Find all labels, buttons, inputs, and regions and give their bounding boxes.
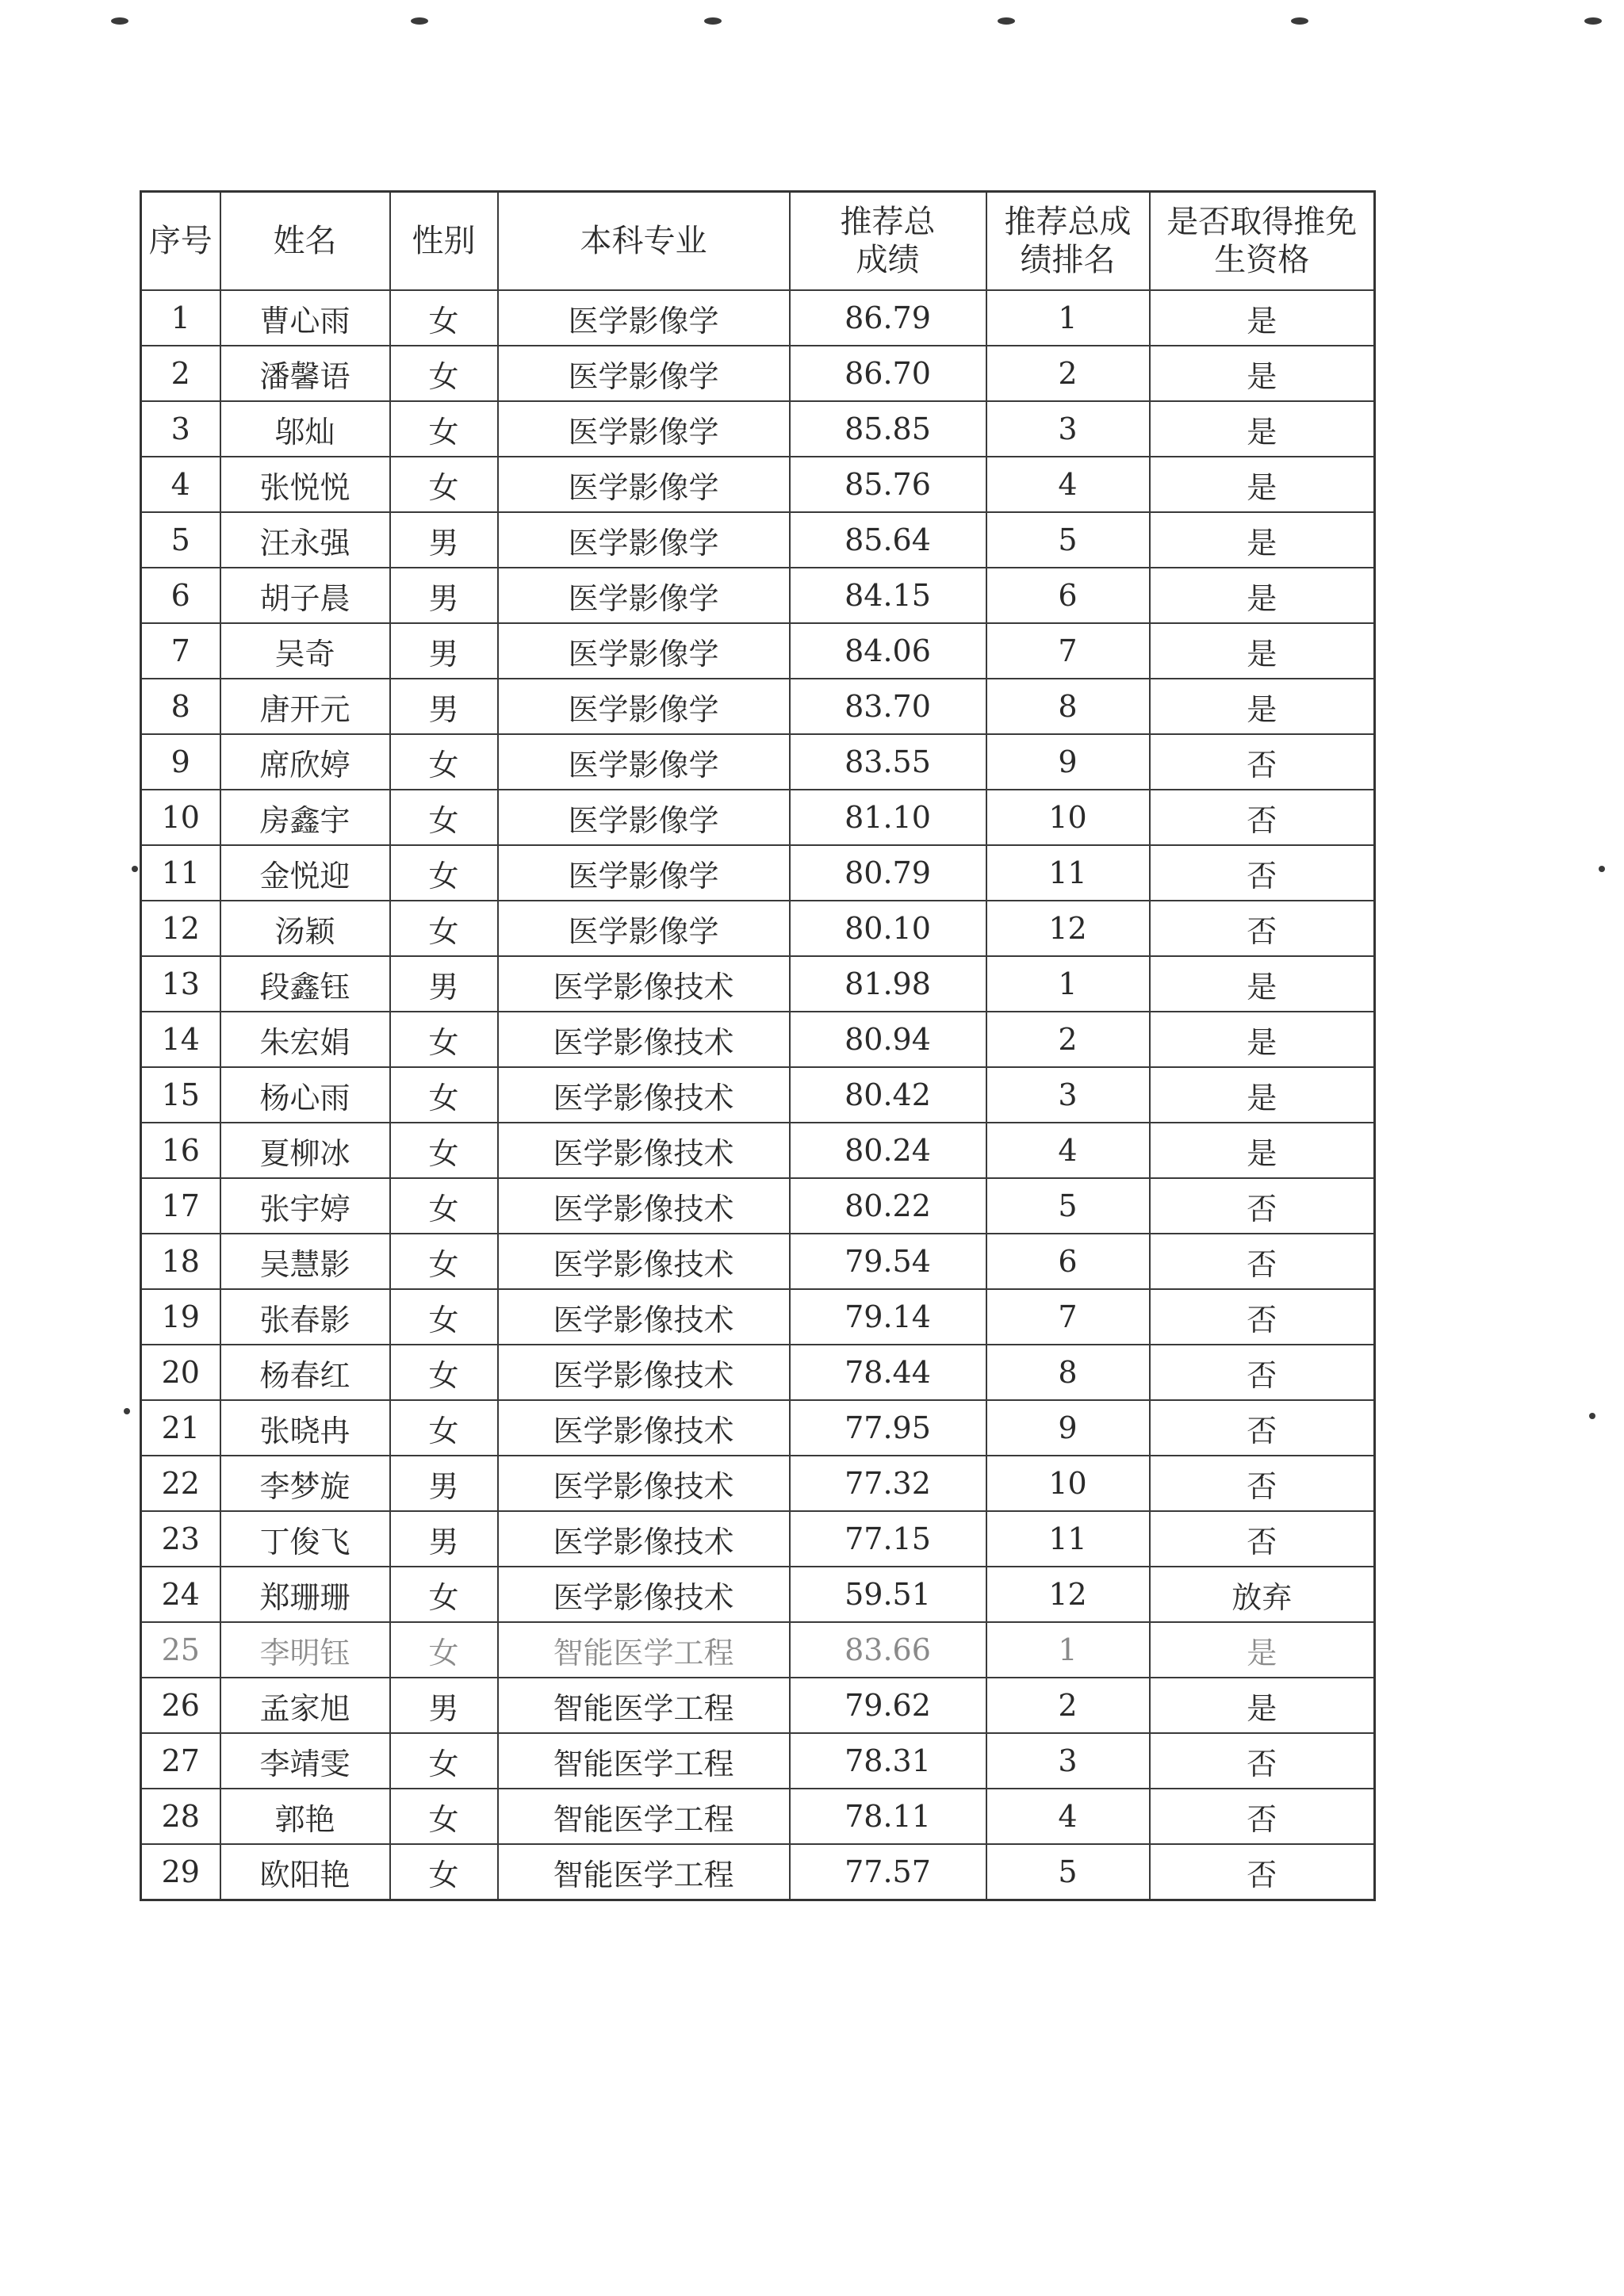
- table-row: [141, 1345, 1375, 1400]
- cell-index: 13: [141, 956, 220, 1012]
- table-header-row: [141, 192, 1375, 291]
- cell-qualified: 是: [1150, 1067, 1375, 1123]
- table-row: [141, 1289, 1375, 1345]
- scan-mark: [1584, 17, 1602, 25]
- header-qualified: 是否取得推免生资格: [1150, 192, 1375, 291]
- cell-qualified: 是: [1150, 1123, 1375, 1178]
- cell-major: 智能医学工程: [498, 1678, 790, 1733]
- table-row: [141, 1123, 1375, 1178]
- cell-index: 17: [141, 1178, 220, 1234]
- cell-major: 医学影像技术: [498, 1178, 790, 1234]
- cell-rank: 12: [986, 1567, 1150, 1622]
- cell-rank: 4: [986, 1789, 1150, 1844]
- cell-rank: 1: [986, 956, 1150, 1012]
- cell-gender: 女: [390, 457, 498, 512]
- cell-qualified: 是: [1150, 346, 1375, 401]
- cell-qualified: 是: [1150, 956, 1375, 1012]
- cell-gender: 女: [390, 1622, 498, 1678]
- cell-score: 79.62: [790, 1678, 986, 1733]
- table-row: [141, 1622, 1375, 1678]
- cell-score: 77.15: [790, 1511, 986, 1567]
- cell-rank: 11: [986, 845, 1150, 901]
- cell-name: 席欣婷: [220, 734, 390, 790]
- cell-rank: 6: [986, 568, 1150, 623]
- cell-major: 医学影像学: [498, 512, 790, 568]
- cell-gender: 女: [390, 1733, 498, 1789]
- cell-index: 10: [141, 790, 220, 845]
- cell-rank: 6: [986, 1234, 1150, 1289]
- scan-mark: [411, 17, 428, 25]
- cell-name: 张宇婷: [220, 1178, 390, 1234]
- cell-rank: 1: [986, 290, 1150, 346]
- table-row: [141, 1012, 1375, 1067]
- cell-index: 5: [141, 512, 220, 568]
- table-row: [141, 1511, 1375, 1567]
- cell-gender: 男: [390, 679, 498, 734]
- table-row: [141, 623, 1375, 679]
- cell-gender: 女: [390, 790, 498, 845]
- cell-gender: 男: [390, 512, 498, 568]
- table-row: [141, 290, 1375, 346]
- cell-score: 81.10: [790, 790, 986, 845]
- cell-rank: 3: [986, 401, 1150, 457]
- cell-rank: 8: [986, 679, 1150, 734]
- cell-index: 12: [141, 901, 220, 956]
- cell-index: 2: [141, 346, 220, 401]
- scan-mark: [1599, 866, 1605, 872]
- cell-major: 医学影像学: [498, 457, 790, 512]
- cell-major: 医学影像技术: [498, 1345, 790, 1400]
- scan-mark: [124, 1408, 130, 1414]
- cell-index: 26: [141, 1678, 220, 1733]
- cell-qualified: 否: [1150, 1400, 1375, 1456]
- cell-qualified: 否: [1150, 845, 1375, 901]
- cell-name: 杨心雨: [220, 1067, 390, 1123]
- cell-gender: 女: [390, 346, 498, 401]
- cell-name: 孟家旭: [220, 1678, 390, 1733]
- cell-index: 25: [141, 1622, 220, 1678]
- cell-gender: 女: [390, 734, 498, 790]
- cell-qualified: 是: [1150, 623, 1375, 679]
- table-row: [141, 346, 1375, 401]
- cell-qualified: 是: [1150, 457, 1375, 512]
- scan-mark: [998, 17, 1015, 25]
- cell-qualified: 否: [1150, 1456, 1375, 1511]
- cell-major: 医学影像技术: [498, 1234, 790, 1289]
- cell-gender: 女: [390, 1400, 498, 1456]
- cell-qualified: 否: [1150, 1844, 1375, 1900]
- cell-name: 欧阳艳: [220, 1844, 390, 1900]
- table-body: [141, 290, 1375, 1900]
- cell-major: 医学影像学: [498, 623, 790, 679]
- cell-score: 80.22: [790, 1178, 986, 1234]
- cell-score: 80.24: [790, 1123, 986, 1178]
- cell-qualified: 否: [1150, 1289, 1375, 1345]
- cell-gender: 女: [390, 1012, 498, 1067]
- cell-name: 郭艳: [220, 1789, 390, 1844]
- cell-gender: 男: [390, 1511, 498, 1567]
- recommendation-results-table: [140, 190, 1376, 1901]
- cell-index: 4: [141, 457, 220, 512]
- cell-qualified: 是: [1150, 290, 1375, 346]
- cell-name: 李梦旋: [220, 1456, 390, 1511]
- cell-rank: 5: [986, 1178, 1150, 1234]
- cell-score: 86.70: [790, 346, 986, 401]
- cell-score: 80.79: [790, 845, 986, 901]
- cell-gender: 男: [390, 623, 498, 679]
- header-index: 序号: [141, 192, 220, 291]
- cell-index: 21: [141, 1400, 220, 1456]
- cell-gender: 女: [390, 1844, 498, 1900]
- cell-index: 24: [141, 1567, 220, 1622]
- cell-rank: 10: [986, 790, 1150, 845]
- cell-index: 11: [141, 845, 220, 901]
- table-row: [141, 1400, 1375, 1456]
- cell-gender: 女: [390, 1345, 498, 1400]
- cell-major: 智能医学工程: [498, 1844, 790, 1900]
- cell-name: 李靖雯: [220, 1733, 390, 1789]
- cell-gender: 男: [390, 568, 498, 623]
- cell-name: 李明钰: [220, 1622, 390, 1678]
- table-row: [141, 845, 1375, 901]
- cell-major: 医学影像技术: [498, 1289, 790, 1345]
- cell-name: 段鑫钰: [220, 956, 390, 1012]
- cell-qualified: 否: [1150, 901, 1375, 956]
- table-row: [141, 1067, 1375, 1123]
- cell-rank: 7: [986, 623, 1150, 679]
- cell-major: 医学影像技术: [498, 1511, 790, 1567]
- table-row: [141, 401, 1375, 457]
- table-row: [141, 568, 1375, 623]
- cell-rank: 11: [986, 1511, 1150, 1567]
- cell-major: 医学影像学: [498, 679, 790, 734]
- cell-major: 智能医学工程: [498, 1622, 790, 1678]
- cell-major: 医学影像学: [498, 790, 790, 845]
- cell-rank: 12: [986, 901, 1150, 956]
- cell-score: 84.15: [790, 568, 986, 623]
- cell-index: 22: [141, 1456, 220, 1511]
- cell-gender: 女: [390, 401, 498, 457]
- cell-score: 80.94: [790, 1012, 986, 1067]
- scan-mark: [704, 17, 722, 25]
- cell-gender: 女: [390, 1234, 498, 1289]
- scan-mark: [1291, 17, 1308, 25]
- cell-name: 吴慧影: [220, 1234, 390, 1289]
- cell-index: 19: [141, 1289, 220, 1345]
- cell-qualified: 否: [1150, 1234, 1375, 1289]
- cell-index: 18: [141, 1234, 220, 1289]
- cell-index: 14: [141, 1012, 220, 1067]
- cell-name: 房鑫宇: [220, 790, 390, 845]
- cell-score: 59.51: [790, 1567, 986, 1622]
- cell-rank: 10: [986, 1456, 1150, 1511]
- cell-major: 智能医学工程: [498, 1733, 790, 1789]
- cell-rank: 5: [986, 512, 1150, 568]
- cell-rank: 9: [986, 1400, 1150, 1456]
- cell-index: 1: [141, 290, 220, 346]
- cell-index: 27: [141, 1733, 220, 1789]
- cell-qualified: 是: [1150, 1678, 1375, 1733]
- table-row: [141, 679, 1375, 734]
- header-gender: 性别: [390, 192, 498, 291]
- cell-index: 16: [141, 1123, 220, 1178]
- table-row: [141, 1178, 1375, 1234]
- scan-mark: [1589, 1413, 1595, 1419]
- cell-score: 77.57: [790, 1844, 986, 1900]
- cell-score: 83.55: [790, 734, 986, 790]
- cell-name: 潘馨语: [220, 346, 390, 401]
- cell-major: 医学影像学: [498, 845, 790, 901]
- cell-major: 医学影像技术: [498, 1400, 790, 1456]
- cell-index: 7: [141, 623, 220, 679]
- cell-rank: 5: [986, 1844, 1150, 1900]
- cell-score: 79.14: [790, 1289, 986, 1345]
- cell-score: 83.66: [790, 1622, 986, 1678]
- header-rank: 推荐总成绩排名: [986, 192, 1150, 291]
- cell-score: 85.85: [790, 401, 986, 457]
- cell-major: 医学影像学: [498, 401, 790, 457]
- cell-score: 78.31: [790, 1733, 986, 1789]
- cell-gender: 男: [390, 1456, 498, 1511]
- cell-qualified: 否: [1150, 1511, 1375, 1567]
- cell-qualified: 是: [1150, 1012, 1375, 1067]
- scan-mark: [132, 866, 138, 872]
- cell-index: 29: [141, 1844, 220, 1900]
- cell-name: 唐开元: [220, 679, 390, 734]
- cell-name: 张春影: [220, 1289, 390, 1345]
- cell-major: 医学影像技术: [498, 1567, 790, 1622]
- cell-rank: 8: [986, 1345, 1150, 1400]
- cell-major: 医学影像技术: [498, 1456, 790, 1511]
- table-row: [141, 734, 1375, 790]
- cell-qualified: 否: [1150, 734, 1375, 790]
- cell-score: 78.11: [790, 1789, 986, 1844]
- cell-index: 28: [141, 1789, 220, 1844]
- cell-major: 智能医学工程: [498, 1789, 790, 1844]
- cell-qualified: 是: [1150, 568, 1375, 623]
- cell-score: 85.64: [790, 512, 986, 568]
- cell-name: 张悦悦: [220, 457, 390, 512]
- cell-gender: 女: [390, 1289, 498, 1345]
- cell-gender: 男: [390, 1678, 498, 1733]
- cell-score: 78.44: [790, 1345, 986, 1400]
- table-row: [141, 1678, 1375, 1733]
- cell-name: 邬灿: [220, 401, 390, 457]
- cell-major: 医学影像技术: [498, 956, 790, 1012]
- table-row: [141, 1567, 1375, 1622]
- cell-name: 胡子晨: [220, 568, 390, 623]
- cell-name: 汪永强: [220, 512, 390, 568]
- cell-index: 8: [141, 679, 220, 734]
- cell-qualified: 否: [1150, 1345, 1375, 1400]
- cell-score: 77.95: [790, 1400, 986, 1456]
- cell-score: 83.70: [790, 679, 986, 734]
- header-major: 本科专业: [498, 192, 790, 291]
- cell-rank: 4: [986, 1123, 1150, 1178]
- cell-score: 80.42: [790, 1067, 986, 1123]
- table-row: [141, 457, 1375, 512]
- cell-name: 丁俊飞: [220, 1511, 390, 1567]
- cell-name: 杨春红: [220, 1345, 390, 1400]
- cell-index: 9: [141, 734, 220, 790]
- cell-rank: 2: [986, 1678, 1150, 1733]
- table-row: [141, 790, 1375, 845]
- cell-gender: 女: [390, 1178, 498, 1234]
- cell-major: 医学影像技术: [498, 1067, 790, 1123]
- cell-index: 6: [141, 568, 220, 623]
- scan-mark: [111, 17, 128, 25]
- cell-qualified: 否: [1150, 1789, 1375, 1844]
- cell-score: 84.06: [790, 623, 986, 679]
- cell-score: 85.76: [790, 457, 986, 512]
- table-row: [141, 512, 1375, 568]
- cell-score: 86.79: [790, 290, 986, 346]
- cell-qualified: 是: [1150, 401, 1375, 457]
- cell-name: 郑珊珊: [220, 1567, 390, 1622]
- header-score: 推荐总成绩: [790, 192, 986, 291]
- cell-score: 77.32: [790, 1456, 986, 1511]
- cell-name: 曹心雨: [220, 290, 390, 346]
- table-row: [141, 1844, 1375, 1900]
- cell-name: 夏柳冰: [220, 1123, 390, 1178]
- cell-qualified: 是: [1150, 1622, 1375, 1678]
- cell-major: 医学影像学: [498, 734, 790, 790]
- cell-rank: 9: [986, 734, 1150, 790]
- cell-rank: 7: [986, 1289, 1150, 1345]
- cell-major: 医学影像技术: [498, 1012, 790, 1067]
- cell-index: 15: [141, 1067, 220, 1123]
- cell-gender: 女: [390, 1123, 498, 1178]
- cell-gender: 女: [390, 1067, 498, 1123]
- cell-rank: 2: [986, 1012, 1150, 1067]
- cell-rank: 4: [986, 457, 1150, 512]
- table-row: [141, 1789, 1375, 1844]
- cell-qualified: 放弃: [1150, 1567, 1375, 1622]
- cell-name: 金悦迎: [220, 845, 390, 901]
- cell-gender: 女: [390, 290, 498, 346]
- cell-qualified: 否: [1150, 1733, 1375, 1789]
- cell-major: 医学影像学: [498, 290, 790, 346]
- cell-rank: 3: [986, 1067, 1150, 1123]
- cell-gender: 女: [390, 1789, 498, 1844]
- cell-gender: 男: [390, 956, 498, 1012]
- table-row: [141, 956, 1375, 1012]
- cell-score: 80.10: [790, 901, 986, 956]
- cell-major: 医学影像学: [498, 901, 790, 956]
- table-row: [141, 901, 1375, 956]
- table-row: [141, 1234, 1375, 1289]
- table-row: [141, 1456, 1375, 1511]
- cell-gender: 女: [390, 845, 498, 901]
- cell-qualified: 是: [1150, 512, 1375, 568]
- cell-score: 81.98: [790, 956, 986, 1012]
- cell-name: 朱宏娟: [220, 1012, 390, 1067]
- cell-name: 吴奇: [220, 623, 390, 679]
- cell-index: 23: [141, 1511, 220, 1567]
- cell-index: 20: [141, 1345, 220, 1400]
- cell-name: 张晓冉: [220, 1400, 390, 1456]
- header-name: 姓名: [220, 192, 390, 291]
- cell-major: 医学影像学: [498, 568, 790, 623]
- cell-name: 汤颖: [220, 901, 390, 956]
- cell-index: 3: [141, 401, 220, 457]
- cell-rank: 3: [986, 1733, 1150, 1789]
- cell-gender: 女: [390, 1567, 498, 1622]
- cell-qualified: 是: [1150, 679, 1375, 734]
- cell-score: 79.54: [790, 1234, 986, 1289]
- cell-major: 医学影像技术: [498, 1123, 790, 1178]
- cell-major: 医学影像学: [498, 346, 790, 401]
- cell-qualified: 否: [1150, 1178, 1375, 1234]
- table-row: [141, 1733, 1375, 1789]
- cell-rank: 1: [986, 1622, 1150, 1678]
- cell-qualified: 否: [1150, 790, 1375, 845]
- cell-gender: 女: [390, 901, 498, 956]
- cell-rank: 2: [986, 346, 1150, 401]
